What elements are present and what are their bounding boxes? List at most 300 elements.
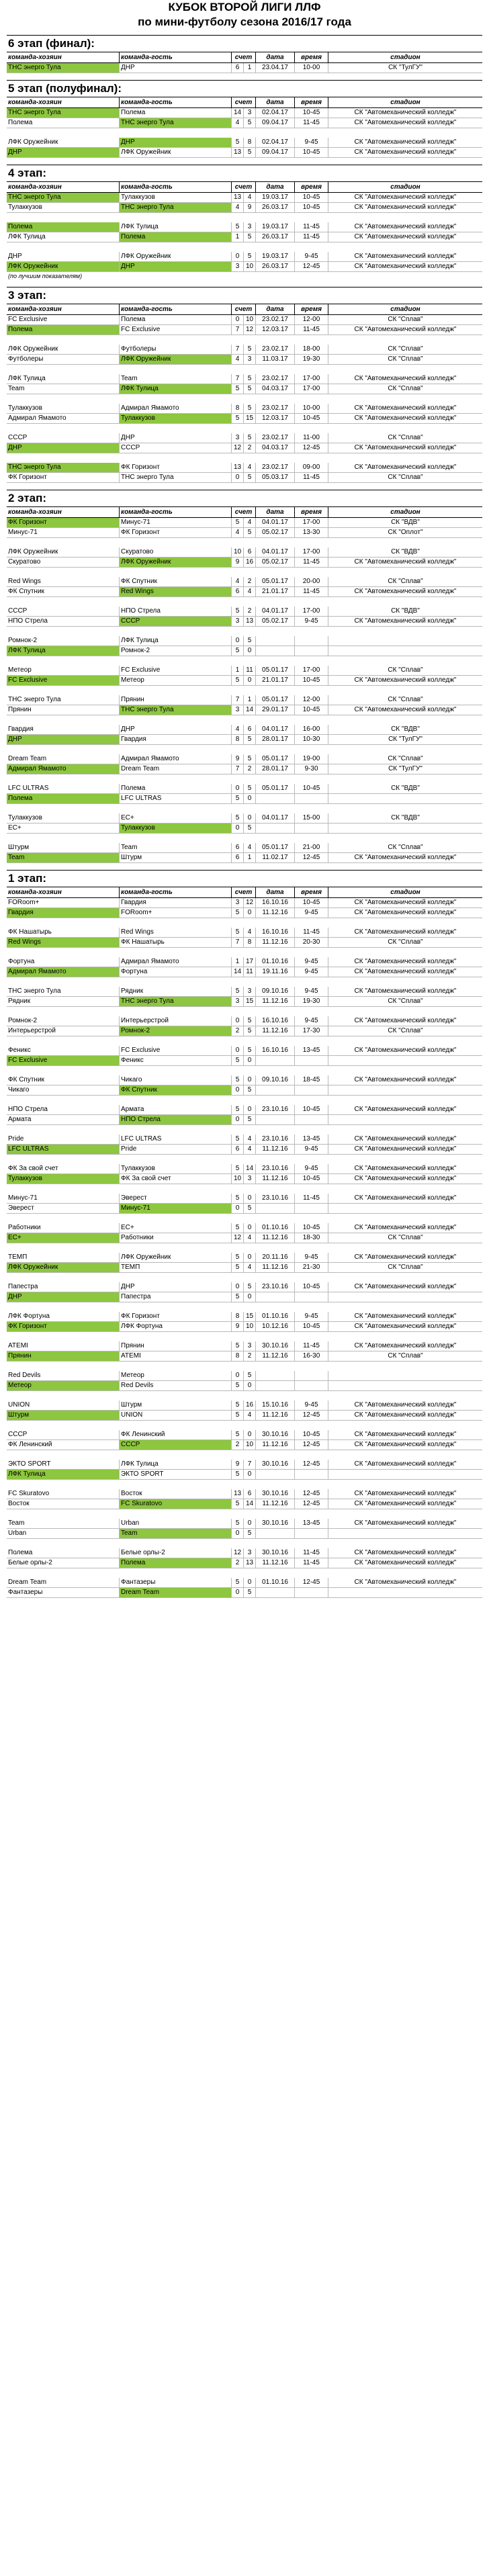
score-away: 0	[244, 1223, 256, 1233]
score-away: 1	[244, 695, 256, 705]
pair-gap	[7, 597, 482, 607]
home-team: ФК Спутник	[7, 587, 120, 596]
away-team: Папестра	[120, 1292, 232, 1302]
header-stadium: стадион	[390, 508, 420, 516]
match-time: 10-45	[295, 784, 328, 793]
match-time: 12-00	[295, 695, 328, 705]
score-away: 6	[244, 1489, 256, 1499]
match-date: 04.01.17	[256, 518, 295, 527]
header-away: команда-гость	[120, 304, 232, 314]
home-team: ЛФК Оружейник	[7, 138, 120, 147]
home-team: Dream Team	[7, 754, 120, 764]
match-date	[256, 794, 295, 803]
match-time: 9-45	[295, 1401, 328, 1410]
score-away: 5	[244, 433, 256, 443]
match-date: 21.01.17	[256, 676, 295, 685]
pair-gap	[7, 715, 482, 725]
match-date: 11.12.16	[256, 1411, 295, 1420]
stadium: СК "Автомеханический колледж"	[354, 1411, 457, 1419]
score-away: 5	[244, 404, 256, 413]
match-date	[256, 1292, 295, 1302]
match-date: 09.10.16	[256, 1075, 295, 1085]
match-date: 19.03.17	[256, 222, 295, 232]
home-team: Штурм	[7, 843, 120, 852]
score-away: 3	[244, 355, 256, 364]
score-away: 4	[244, 843, 256, 852]
away-team: FC Exclusive	[120, 325, 232, 335]
stadium: СК "Сплав"	[388, 755, 423, 762]
match-time: 09-00	[295, 463, 328, 472]
stadium: СК "Автомеханический колледж"	[354, 1253, 457, 1261]
home-team: Полема	[7, 1548, 120, 1558]
home-team: ФК Ленинский	[7, 1440, 120, 1450]
stadium: СК "Сплав"	[388, 1027, 423, 1034]
away-team: ATEMI	[120, 1351, 232, 1361]
match-time	[295, 1588, 328, 1597]
home-team: Минус-71	[7, 1194, 120, 1203]
score-away: 11	[244, 967, 256, 977]
match-row	[7, 824, 482, 834]
header-stadium: стадион	[390, 183, 420, 191]
match-date: 16.10.16	[256, 1016, 295, 1026]
stadium: СК "ВДВ"	[391, 725, 420, 733]
score-away: 0	[244, 1194, 256, 1203]
match-date	[256, 1529, 295, 1538]
stadium: СК "Автомеханический колледж"	[354, 223, 457, 230]
score-away: 5	[244, 824, 256, 833]
stadium: СК "Автомеханический колледж"	[354, 1076, 457, 1083]
match-time: 9-45	[295, 1312, 328, 1321]
pair-gap	[7, 1243, 482, 1253]
home-team: Армата	[7, 1115, 120, 1124]
match-row	[7, 345, 482, 355]
match-time: 10-45	[295, 676, 328, 685]
match-time: 10-45	[295, 203, 328, 212]
match-row	[7, 558, 482, 568]
score-home: 5	[232, 1341, 244, 1351]
score-away: 0	[244, 908, 256, 918]
match-date: 05.01.17	[256, 577, 295, 586]
match-date	[256, 636, 295, 646]
pair-gap	[7, 1125, 482, 1135]
match-date	[256, 1588, 295, 1597]
header-date: дата	[256, 507, 295, 517]
header-stadium: стадион	[390, 99, 420, 106]
stage-title: 3 этап:	[7, 287, 482, 304]
score-away: 5	[244, 754, 256, 764]
away-team: FC Exclusive	[120, 1046, 232, 1055]
away-team: Эверест	[120, 1194, 232, 1203]
away-team: ЛФК Оружейник	[120, 355, 232, 364]
home-team: ЛФК Оружейник	[7, 345, 120, 354]
match-date: 21.01.17	[256, 587, 295, 596]
away-team: Минус-71	[120, 1204, 232, 1213]
pair-gap	[7, 745, 482, 754]
match-date: 04.03.17	[256, 443, 295, 453]
away-team: Team	[120, 374, 232, 384]
score-home: 0	[232, 473, 244, 482]
away-team: НПО Стрела	[120, 607, 232, 616]
score-away: 1	[244, 853, 256, 862]
score-home: 5	[232, 1499, 244, 1509]
pair-gap	[7, 1036, 482, 1046]
score-home: 0	[232, 824, 244, 833]
score-away: 0	[244, 813, 256, 823]
match-row	[7, 705, 482, 715]
match-date: 26.03.17	[256, 232, 295, 242]
match-row	[7, 853, 482, 863]
away-team: Ромнок-2	[120, 646, 232, 656]
home-team: Фортуна	[7, 957, 120, 967]
match-time	[295, 1292, 328, 1302]
stadium: СК "Автомеханический колледж"	[354, 463, 457, 471]
match-row	[7, 463, 482, 473]
home-team: Team	[7, 384, 120, 394]
header-time: время	[295, 52, 328, 62]
score-away: 4	[244, 1135, 256, 1144]
score-home: 3	[232, 617, 244, 626]
home-team: Red Wings	[7, 577, 120, 586]
match-date: 23.02.17	[256, 404, 295, 413]
score-away: 4	[244, 587, 256, 596]
match-time: 9-45	[295, 987, 328, 996]
header-score: счет	[232, 304, 256, 314]
stadium: СК "Автомеханический колледж"	[354, 1490, 457, 1497]
match-time: 12-45	[295, 1460, 328, 1469]
stage-title: 5 этап (полуфинал):	[7, 80, 482, 97]
match-row	[7, 1529, 482, 1539]
score-home: 9	[232, 754, 244, 764]
pair-gap	[7, 804, 482, 813]
match-time: 10-45	[295, 193, 328, 202]
stage-title: 1 этап:	[7, 870, 482, 887]
match-date: 30.10.16	[256, 1519, 295, 1528]
pair-gap	[7, 1214, 482, 1223]
score-away: 6	[244, 725, 256, 734]
score-home: 7	[232, 325, 244, 335]
home-team: Dream Team	[7, 1578, 120, 1587]
match-time: 12-45	[295, 1440, 328, 1450]
away-team: ЛФК Тулица	[120, 222, 232, 232]
match-row	[7, 843, 482, 853]
match-time: 10-45	[295, 705, 328, 715]
match-date: 12.03.17	[256, 414, 295, 423]
home-team: Гвардия	[7, 908, 120, 918]
score-away: 5	[244, 784, 256, 793]
stadium: СК "ВДВ"	[391, 814, 420, 821]
match-row	[7, 148, 482, 158]
away-team: Team	[120, 1529, 232, 1538]
score-home: 5	[232, 646, 244, 656]
score-home: 5	[232, 1135, 244, 1144]
home-team: Team	[7, 1519, 120, 1528]
away-team: ТНС энерго Тула	[120, 473, 232, 482]
match-date: 11.12.16	[256, 1351, 295, 1361]
away-team: Полема	[120, 784, 232, 793]
stadium: СК "Автомеханический колледж"	[354, 233, 457, 240]
match-time: 18-45	[295, 1075, 328, 1085]
match-date	[256, 1085, 295, 1095]
match-row	[7, 138, 482, 148]
pair-gap	[7, 834, 482, 843]
score-home: 5	[232, 908, 244, 918]
match-time: 11-45	[295, 232, 328, 242]
away-team: ДНР	[120, 63, 232, 73]
away-team: ЛФК Тулица	[120, 384, 232, 394]
match-row	[7, 607, 482, 617]
score-away: 11	[244, 666, 256, 675]
match-time: 13-45	[295, 1135, 328, 1144]
match-time: 12-45	[295, 1499, 328, 1509]
match-time: 11-45	[295, 1194, 328, 1203]
home-team: Прянин	[7, 705, 120, 715]
score-away: 0	[244, 1075, 256, 1085]
home-team: Ромнок-2	[7, 1016, 120, 1026]
match-date: 05.02.17	[256, 528, 295, 537]
match-row	[7, 987, 482, 997]
header-score: счет	[232, 887, 256, 897]
score-home: 0	[232, 1371, 244, 1380]
home-team: FC Exclusive	[7, 1056, 120, 1065]
score-away: 1	[244, 63, 256, 73]
match-date: 05.01.17	[256, 843, 295, 852]
match-time: 9-45	[295, 252, 328, 261]
match-time	[295, 1085, 328, 1095]
score-home: 5	[232, 1381, 244, 1390]
match-time: 11-45	[295, 558, 328, 567]
pair-gap	[7, 774, 482, 784]
match-time: 11-45	[295, 222, 328, 232]
stadium	[328, 636, 482, 646]
score-home: 5	[232, 1292, 244, 1302]
stadium	[328, 1056, 482, 1065]
match-time: 20-30	[295, 938, 328, 947]
score-home: 5	[232, 794, 244, 803]
away-team: ФК Спутник	[120, 577, 232, 586]
home-team: Метеор	[7, 1381, 120, 1390]
match-date: 11.12.16	[256, 1145, 295, 1154]
score-home: 5	[232, 222, 244, 232]
score-away: 6	[244, 547, 256, 557]
match-row	[7, 1381, 482, 1391]
score-home: 2	[232, 1440, 244, 1450]
home-team: Red Wings	[7, 938, 120, 947]
table-header	[7, 181, 482, 193]
home-team: Интерьерстрой	[7, 1026, 120, 1036]
score-home: 7	[232, 345, 244, 354]
score-away: 3	[244, 1548, 256, 1558]
score-home: 12	[232, 1548, 244, 1558]
header-home: команда-хозяин	[7, 887, 120, 897]
stadium: СК "Сплав"	[388, 474, 423, 481]
pair-gap	[7, 1096, 482, 1105]
match-date: 05.03.17	[256, 473, 295, 482]
score-home: 5	[232, 813, 244, 823]
match-row	[7, 764, 482, 774]
match-row	[7, 938, 482, 948]
stadium: СК "Автомеханический колледж"	[354, 109, 457, 116]
away-team: Восток	[120, 1489, 232, 1499]
header-home: команда-хозяин	[7, 97, 120, 107]
home-team: ЛФК Оружейник	[7, 547, 120, 557]
away-team: ФК Нашатырь	[120, 938, 232, 947]
pair-gap	[7, 1273, 482, 1282]
stadium: СК "Автомеханический колледж"	[354, 1313, 457, 1320]
stadium	[328, 646, 482, 656]
match-date: 26.03.17	[256, 203, 295, 212]
away-team: НПО Стрела	[120, 1115, 232, 1124]
away-team: Штурм	[120, 1401, 232, 1410]
match-row	[7, 1282, 482, 1292]
score-home: 7	[232, 938, 244, 947]
pair-gap	[7, 1184, 482, 1194]
home-team: Футболеры	[7, 355, 120, 364]
score-away: 5	[244, 252, 256, 261]
score-away: 5	[244, 735, 256, 744]
home-team: ТНС энерго Тула	[7, 987, 120, 996]
match-time: 10-45	[295, 1430, 328, 1439]
match-date: 05.01.17	[256, 784, 295, 793]
home-team: Метеор	[7, 666, 120, 675]
away-team: ДНР	[120, 138, 232, 147]
match-row	[7, 203, 482, 213]
score-home: 5	[232, 1164, 244, 1173]
home-team: Тулаккузов	[7, 1174, 120, 1184]
home-team: Тулаккузов	[7, 404, 120, 413]
away-team: FC Exclusive	[120, 666, 232, 675]
away-team: Red Wings	[120, 587, 232, 596]
home-team: ЛФК Тулица	[7, 646, 120, 656]
match-date: 30.10.16	[256, 1460, 295, 1469]
header-time: время	[295, 304, 328, 314]
score-home: 4	[232, 725, 244, 734]
score-home: 5	[232, 1401, 244, 1410]
match-date	[256, 1470, 295, 1479]
score-away: 5	[244, 528, 256, 537]
score-away: 5	[244, 384, 256, 394]
score-away: 3	[244, 222, 256, 232]
stage-title: 4 этап:	[7, 165, 482, 181]
score-away: 0	[244, 1519, 256, 1528]
score-home: 4	[232, 355, 244, 364]
home-team: ATEMI	[7, 1341, 120, 1351]
match-date: 11.12.16	[256, 997, 295, 1006]
away-team: СССР	[120, 617, 232, 626]
stadium	[328, 1292, 482, 1302]
stadium: СК "Сплав"	[388, 355, 423, 363]
match-row	[7, 315, 482, 325]
match-row	[7, 725, 482, 735]
score-away: 16	[244, 1401, 256, 1410]
match-date: 23.10.16	[256, 1135, 295, 1144]
match-date: 19.03.17	[256, 193, 295, 202]
score-away: 4	[244, 928, 256, 937]
match-date: 26.03.17	[256, 262, 295, 271]
score-home: 13	[232, 148, 244, 157]
score-home: 5	[232, 1253, 244, 1262]
header-home: команда-хозяин	[7, 182, 120, 192]
pair-gap	[7, 1391, 482, 1401]
stadium: СК "Автомеханический колледж"	[354, 706, 457, 713]
score-home: 1	[232, 957, 244, 967]
home-team: UNION	[7, 1401, 120, 1410]
stadium: СК "Автомеханический колледж"	[354, 958, 457, 965]
away-team: ЛФК Тулица	[120, 636, 232, 646]
score-away: 5	[244, 1282, 256, 1292]
away-team: Фантазеры	[120, 1578, 232, 1587]
match-row	[7, 1312, 482, 1322]
stadium: СК "Автомеханический колледж"	[354, 987, 457, 995]
home-team: Urban	[7, 1529, 120, 1538]
match-time: 10-00	[295, 63, 328, 73]
score-home: 0	[232, 252, 244, 261]
match-row	[7, 518, 482, 528]
header-time: время	[295, 182, 328, 192]
stadium: СК "Сплав"	[388, 844, 423, 851]
home-team: Адмирал Ямамото	[7, 414, 120, 423]
home-team: СССР	[7, 1430, 120, 1439]
match-date: 05.02.17	[256, 558, 295, 567]
match-row	[7, 262, 482, 272]
home-team: ТНС энерго Тула	[7, 108, 120, 118]
stadium: СК "Автомеханический колледж"	[354, 1500, 457, 1507]
stadium	[328, 1085, 482, 1095]
home-team: ТНС энерго Тула	[7, 193, 120, 202]
match-date: 16.10.16	[256, 1046, 295, 1055]
header-time: время	[295, 97, 328, 107]
header-time: время	[295, 507, 328, 517]
match-row	[7, 193, 482, 203]
pair-gap	[7, 1568, 482, 1578]
home-team: Ромнок-2	[7, 636, 120, 646]
match-time: 12-00	[295, 315, 328, 324]
home-team: ДНР	[7, 443, 120, 453]
stadium: СК "Автомеханический колледж"	[354, 968, 457, 975]
away-team: Штурм	[120, 853, 232, 862]
score-home: 0	[232, 1204, 244, 1213]
match-row	[7, 1233, 482, 1243]
score-away: 0	[244, 1381, 256, 1390]
match-time: 12-45	[295, 1489, 328, 1499]
home-team: ЭКТО SPORT	[7, 1460, 120, 1469]
score-away: 5	[244, 1016, 256, 1026]
away-team: Dream Team	[120, 1588, 232, 1597]
match-date: 12.03.17	[256, 325, 295, 335]
score-home: 0	[232, 1016, 244, 1026]
match-time: 9-45	[295, 957, 328, 967]
away-team: Адмирал Ямамото	[120, 957, 232, 967]
match-row	[7, 1253, 482, 1263]
away-team: Белые орлы-2	[120, 1548, 232, 1558]
score-away: 3	[244, 108, 256, 118]
header-score: счет	[232, 507, 256, 517]
match-time: 18-30	[295, 1233, 328, 1243]
away-team: ФК Горизонт	[120, 528, 232, 537]
away-team: Метеор	[120, 676, 232, 685]
match-time: 10-45	[295, 898, 328, 907]
stadium: СК "ТулГУ"	[388, 765, 423, 772]
away-team: Red Devils	[120, 1381, 232, 1390]
score-home: 14	[232, 967, 244, 977]
stadium: СК "Автомеханический колледж"	[354, 204, 457, 211]
match-time: 11-00	[295, 433, 328, 443]
match-row	[7, 118, 482, 128]
match-row	[7, 355, 482, 365]
pair-gap	[7, 948, 482, 957]
stadium	[328, 1470, 482, 1479]
home-team: ФК Горизонт	[7, 518, 120, 527]
stadium: СК "Автомеханический колледж"	[354, 404, 457, 412]
